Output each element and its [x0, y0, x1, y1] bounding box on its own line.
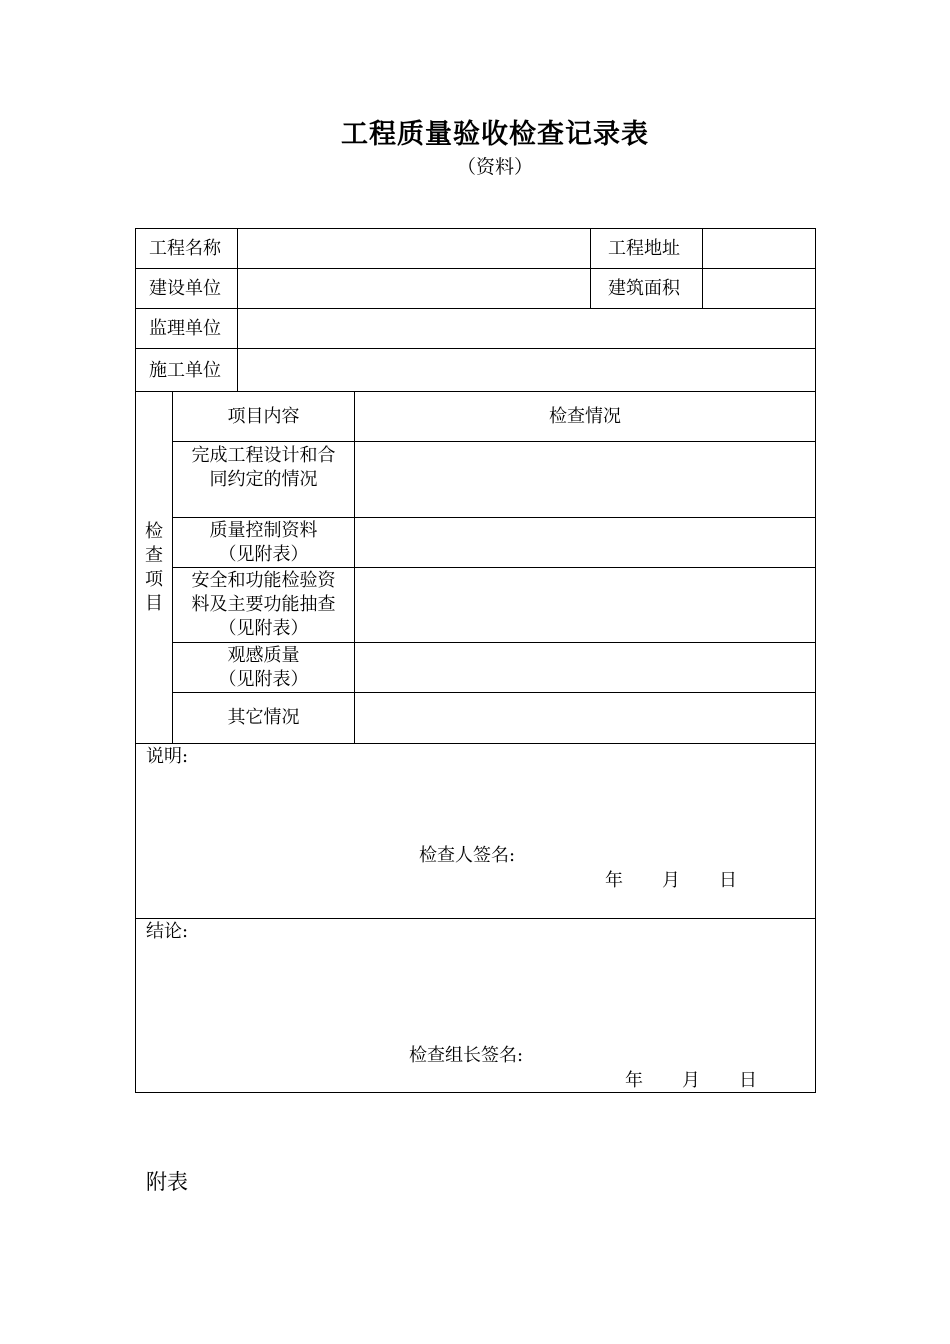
row-divider — [136, 743, 815, 744]
document-subtitle: （资料） — [456, 156, 533, 178]
inspection-item — [173, 643, 354, 692]
conclusion-year-label: 年 — [625, 1070, 643, 1091]
inspection-status-field[interactable] — [355, 693, 815, 743]
building-area-label: 建筑面积 — [608, 278, 680, 299]
vertical-char: 检 — [145, 520, 163, 542]
col-header-item: 项目内容 — [227, 405, 300, 427]
row-divider — [136, 918, 815, 919]
project-name-label: 工程名称 — [149, 238, 221, 259]
vertical-char: 目 — [145, 592, 163, 614]
project-name-field[interactable] — [238, 229, 590, 268]
inspection-status-field[interactable] — [355, 643, 815, 692]
appendix-label: 附表 — [146, 1170, 188, 1194]
item-line: 观感质量 — [227, 644, 300, 666]
item-line: （见附表） — [218, 668, 309, 690]
inspector-signature-label: 检查人签名: — [419, 845, 516, 866]
notes-label: 说明: — [146, 746, 189, 767]
builder-label: 建设单位 — [149, 278, 221, 299]
inspection-item: 其它情况 — [227, 707, 300, 728]
document-title: 工程质量验收检查记录表 — [341, 119, 649, 150]
inspection-item — [173, 568, 354, 642]
vertical-char: 查 — [145, 544, 163, 566]
item-line: 完成工程设计和合 — [191, 445, 336, 466]
item-line: 安全和功能检验资 — [191, 570, 336, 591]
inspection-section-label — [136, 392, 172, 743]
notes-year-label: 年 — [605, 870, 623, 891]
contractor-field[interactable] — [238, 349, 815, 391]
item-line: 料及主要功能抽查 — [191, 594, 336, 615]
item-line: （见附表） — [218, 618, 309, 639]
item-line: 质量控制资料 — [209, 519, 318, 541]
contractor-label: 施工单位 — [149, 360, 221, 381]
col-divider — [590, 229, 591, 308]
inspection-item — [173, 518, 354, 567]
item-line: 同约定的情况 — [209, 469, 318, 490]
leader-signature-label: 检查组长签名: — [409, 1045, 524, 1066]
conclusion-label: 结论: — [146, 921, 189, 942]
inspection-status-field[interactable] — [355, 568, 815, 642]
conclusion-day-label: 日 — [739, 1070, 757, 1091]
inspection-item — [173, 442, 354, 494]
conclusion-month-label: 月 — [682, 1070, 700, 1091]
notes-day-label: 日 — [719, 870, 737, 891]
supervisor-field[interactable] — [238, 309, 815, 348]
inspection-status-field[interactable] — [355, 518, 815, 567]
project-address-label: 工程地址 — [608, 238, 680, 259]
vertical-char: 项 — [145, 568, 163, 590]
builder-field[interactable] — [238, 269, 590, 308]
inspection-form — [135, 228, 816, 1093]
item-line: （见附表） — [218, 543, 309, 565]
col-header-status: 检查情况 — [549, 405, 621, 427]
inspection-status-field[interactable] — [355, 442, 815, 517]
building-area-field[interactable] — [703, 269, 815, 308]
notes-month-label: 月 — [662, 870, 680, 891]
supervisor-label: 监理单位 — [149, 318, 221, 339]
project-address-field[interactable] — [703, 229, 815, 268]
